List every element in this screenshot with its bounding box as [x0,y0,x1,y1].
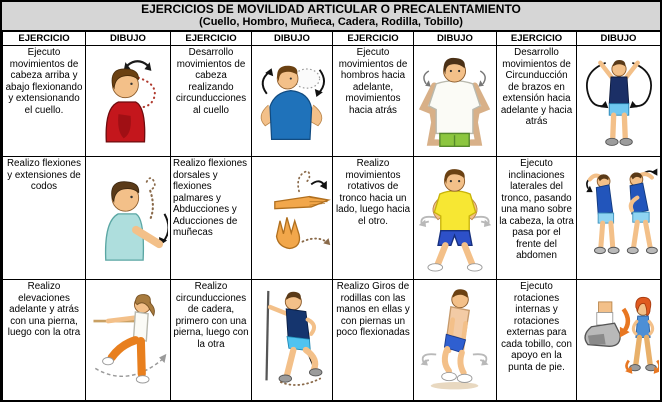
exercise-text-lateral-bend: Ejecuto inclinaciones laterales del tronco, pasando una mano sobre la cabeza, la otra pasa por el frente del abdomen [497,157,577,280]
exercise-text-neck-circumduction: Desarrollo movimientos de cabeza realizando circunducciones al cuello [171,46,252,157]
table-header-row [3,32,661,46]
drawing-leg-swings [86,280,171,401]
wrist-movements-illustration [254,158,332,268]
knee-circles-illustration [416,281,494,395]
drawing-trunk-rotation [414,157,497,280]
page-subtitle: (Cuello, Hombro, Muñeca, Cadera, Rodilla, Tobillo) [199,16,463,28]
neck-circumduction-illustration [254,47,330,151]
column-header-dibujo-1: DIBUJO [86,32,171,46]
column-header-dibujo-3: DIBUJO [414,32,497,46]
drawing-wrist-flexion-abduction [252,157,333,280]
column-header-ejercicio-1: EJERCICIO [3,32,86,46]
trunk-rotation-illustration [416,158,494,274]
exercise-text-elbow-flexion: Realizo flexiones y extensiones de codos [3,157,86,280]
drawing-neck-circumduction [252,46,333,157]
exercise-text-wrist-movements: Realizo flexiones dorsales y flexiones palmares y Abducciones y Aducciones de muñecas [171,157,252,280]
title-block [2,2,660,31]
exercise-text-knee-circles: Realizo Giros de rodillas con las manos en ellas y con piernas un poco flexionadas [333,280,414,401]
column-header-dibujo-2: DIBUJO [252,32,333,46]
drawing-trunk-lateral-bend [577,157,661,280]
exercise-table [2,31,661,401]
drawing-ankle-rotation [577,280,661,401]
exercise-text-arm-circles: Desarrollo movimientos de Circunducción de brazos en extensión hacia adelante y hacia atrás [497,46,577,157]
exercise-text-shoulder-movement: Ejecuto movimientos de hombros hacia adelante, movimientos hacia atrás [333,46,414,157]
table-row [3,46,661,157]
ankle-rotation-illustration [579,281,659,393]
column-header-ejercicio-4: EJERCICIO [497,32,577,46]
leg-swings-illustration [88,281,170,393]
page-title: EJERCICIOS DE MOVILIDAD ARTICULAR O PRECALENTAMIENTO [141,2,521,16]
shoulder-movement-illustration [416,47,494,151]
drawing-arm-circles [577,46,661,157]
drawing-hip-circumduction [252,280,333,401]
drawing-knee-circles [414,280,497,401]
column-header-ejercicio-2: EJERCICIO [171,32,252,46]
lateral-bend-illustration [579,158,661,270]
arm-circles-illustration [579,47,659,155]
table-row [3,280,661,401]
drawing-shoulder-forward-back [414,46,497,157]
hip-circumduction-illustration [254,281,330,393]
exercise-text-leg-swings: Realizo elevaciones adelante y atrás con una pierna, luego con la otra [3,280,86,401]
exercise-text-head-flexion: Ejecuto movimientos de cabeza arriba y abajo flexionando y extensionando el cuello. [3,46,86,157]
exercise-text-trunk-rotation: Realizo movimientos rotativos de tronco hacia un lado, luego hacia el otro. [333,157,414,280]
drawing-head-flexion-extension [86,46,171,157]
table-row [3,157,661,280]
column-header-dibujo-4: DIBUJO [577,32,661,46]
elbow-flexion-illustration [88,158,168,268]
exercise-text-hip-circumduction: Realizo circunducciones de cadera, primero con una pierna, luego con la otra [171,280,252,401]
exercise-text-ankle-rotation: Ejecuto rotaciones internas y rotaciones externas para cada tobillo, con apoyo en la punta de pie. [497,280,577,401]
column-header-ejercicio-3: EJERCICIO [333,32,414,46]
head-flexion-illustration [89,47,167,151]
drawing-elbow-flexion-extension [86,157,171,280]
